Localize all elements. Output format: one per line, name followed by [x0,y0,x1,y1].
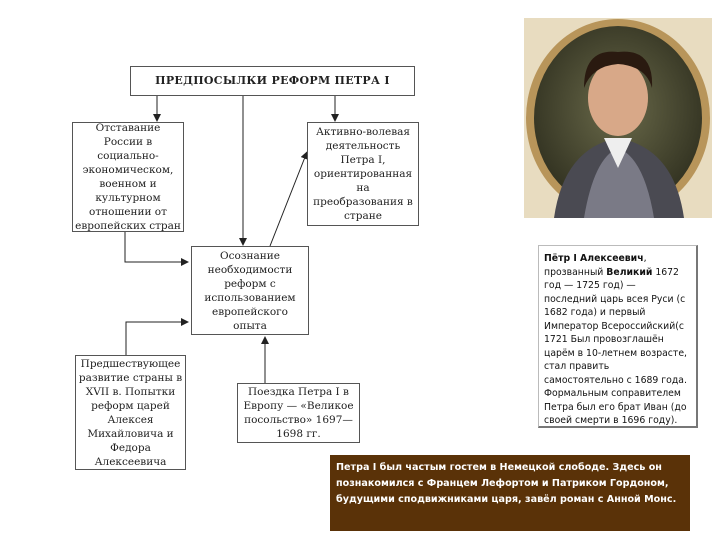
box-activity: Активно-волевая деятельность Петра I, ориентированная на преобразования в стране [307,122,419,226]
bio-text [538,245,698,428]
bio-name: Пётр I Алексеевич [544,253,644,264]
portrait-peter-i [524,18,712,218]
bio-text-part: 1672 год — 1725 год) — последний царь всея Руси (с 1682 года) и первый Император Всероссийский(с 1721 Был провозглашён царём в 10-летнем возрасте, стал править самостоятельно с 1689 года. Формальным соправителем Петра был его брат Иван (до своей смерти в 1696 году). [544,266,687,426]
arrow-previous-to-awareness [126,322,188,355]
bio-text-part: , прозванный [544,253,647,278]
box-lag: Отставание России в социально-экономическом, военном и культурном отношении от европейских стран [72,122,184,232]
box-embassy: Поездка Петра I в Европу — «Великое посольство» 1697—1698 гг. [237,383,360,443]
diagram-title: ПРЕДПОСЫЛКИ РЕФОРМ ПЕТРА I [130,66,415,96]
note-german-quarter: Петра I был частым гостем в Немецкой слободе. Здесь он познакомился с Францем Лефортом и Патриком Гордоном, будущими сподвижниками царя, завёл роман с Анной Монс. [330,455,690,531]
arrow-awareness-to-activity [270,152,307,246]
box-previous: Предшествующее развитие страны в XVII в. Попытки реформ царей Алексея Михайловича и Федора Алексеевича [75,355,186,470]
box-awareness: Осознание необходимости реформ с использованием европейского опыта [191,246,309,335]
arrow-lag-to-awareness [125,232,188,262]
bio-nickname: Великий [606,266,653,278]
